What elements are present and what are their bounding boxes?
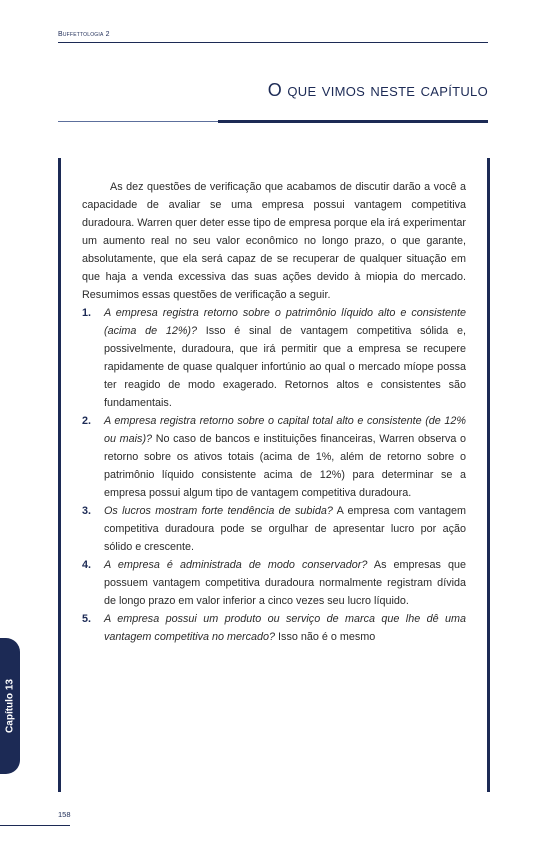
list-item [82, 610, 466, 646]
header-rule [58, 42, 488, 43]
title-rule-thin [58, 121, 218, 122]
item-number: 5. [82, 613, 92, 625]
item-question: A empresa registra retorno sobre o capital total alto e consistente (de 12% ou mais)? [104, 415, 466, 445]
item-number: 3. [82, 505, 92, 517]
item-number: 1. [82, 307, 92, 319]
list-item [82, 556, 466, 610]
chapter-tab-label: Capítulo 13 [4, 679, 16, 733]
item-number: 2. [82, 415, 92, 427]
item-text: Isso é sinal de vantagem competitiva sólida e, possivelmente, duradoura, que irá permitir que a empresa se recupere rapidamente de quase qualquer infortúnio ao qual o mercado míope possa ter reagido de modo exagerado. Retornos altos e consistentes são fundamentais. [104, 325, 466, 409]
item-question: A empresa possui um produto ou serviço de marca que lhe dê uma vantagem competitiva no mercado? [104, 613, 466, 643]
item-text: As empresas que possuem vantagem competitiva duradoura normalmente registram dívida de longo prazo em valor inferior a cinco vezes seu lucro líquido. [104, 559, 466, 607]
item-question: A empresa registra retorno sobre o patrimônio líquido alto e consistente (acima de 12%)? [104, 307, 466, 337]
item-number: 4. [82, 559, 92, 571]
running-head: Buffettologia 2 [58, 31, 110, 38]
item-text: Isso não é o mesmo [275, 631, 376, 643]
footer-rule [0, 825, 70, 826]
list-item [82, 412, 466, 502]
page-number: 158 [58, 810, 71, 819]
list-item [82, 304, 466, 412]
item-question: Os lucros mostram forte tendência de subida? [104, 505, 333, 517]
list-item [82, 502, 466, 556]
title-rule-thick [218, 120, 488, 123]
summary-content [82, 178, 466, 646]
item-text: A empresa com vantagem competitiva duradoura pode se orgulhar de apresentar lucro por ação sólido e crescente. [104, 505, 466, 553]
item-question: A empresa é administrada de modo conservador? [104, 559, 368, 571]
item-text: No caso de bancos e instituições financeiras, Warren observa o retorno sobre os ativos totais (acima de 1%, além de retorno sobre o patrimônio líquido consistente acima de 12%) para determinar se a empresa possui algum tipo de vantagem competitiva duradoura. [104, 433, 467, 499]
chapter-title: O que vimos neste capítulo [267, 80, 488, 100]
question-list [82, 304, 466, 646]
intro-paragraph: As dez questões de verificação que acabamos de discutir darão a você a capacidade de avaliar se uma empresa possui vantagem competitiva duradoura. Warren quer deter esse tipo de empresa porque ela irá experimentar um aumento real no seu valor econômico no longo prazo, o que garante, absolutamente, que ela será capaz de se recuperar de qualquer situação em que haja a venda excessiva das suas ações devido à miopia do mercado. Resumimos essas questões de verificação a seguir. [82, 181, 466, 301]
